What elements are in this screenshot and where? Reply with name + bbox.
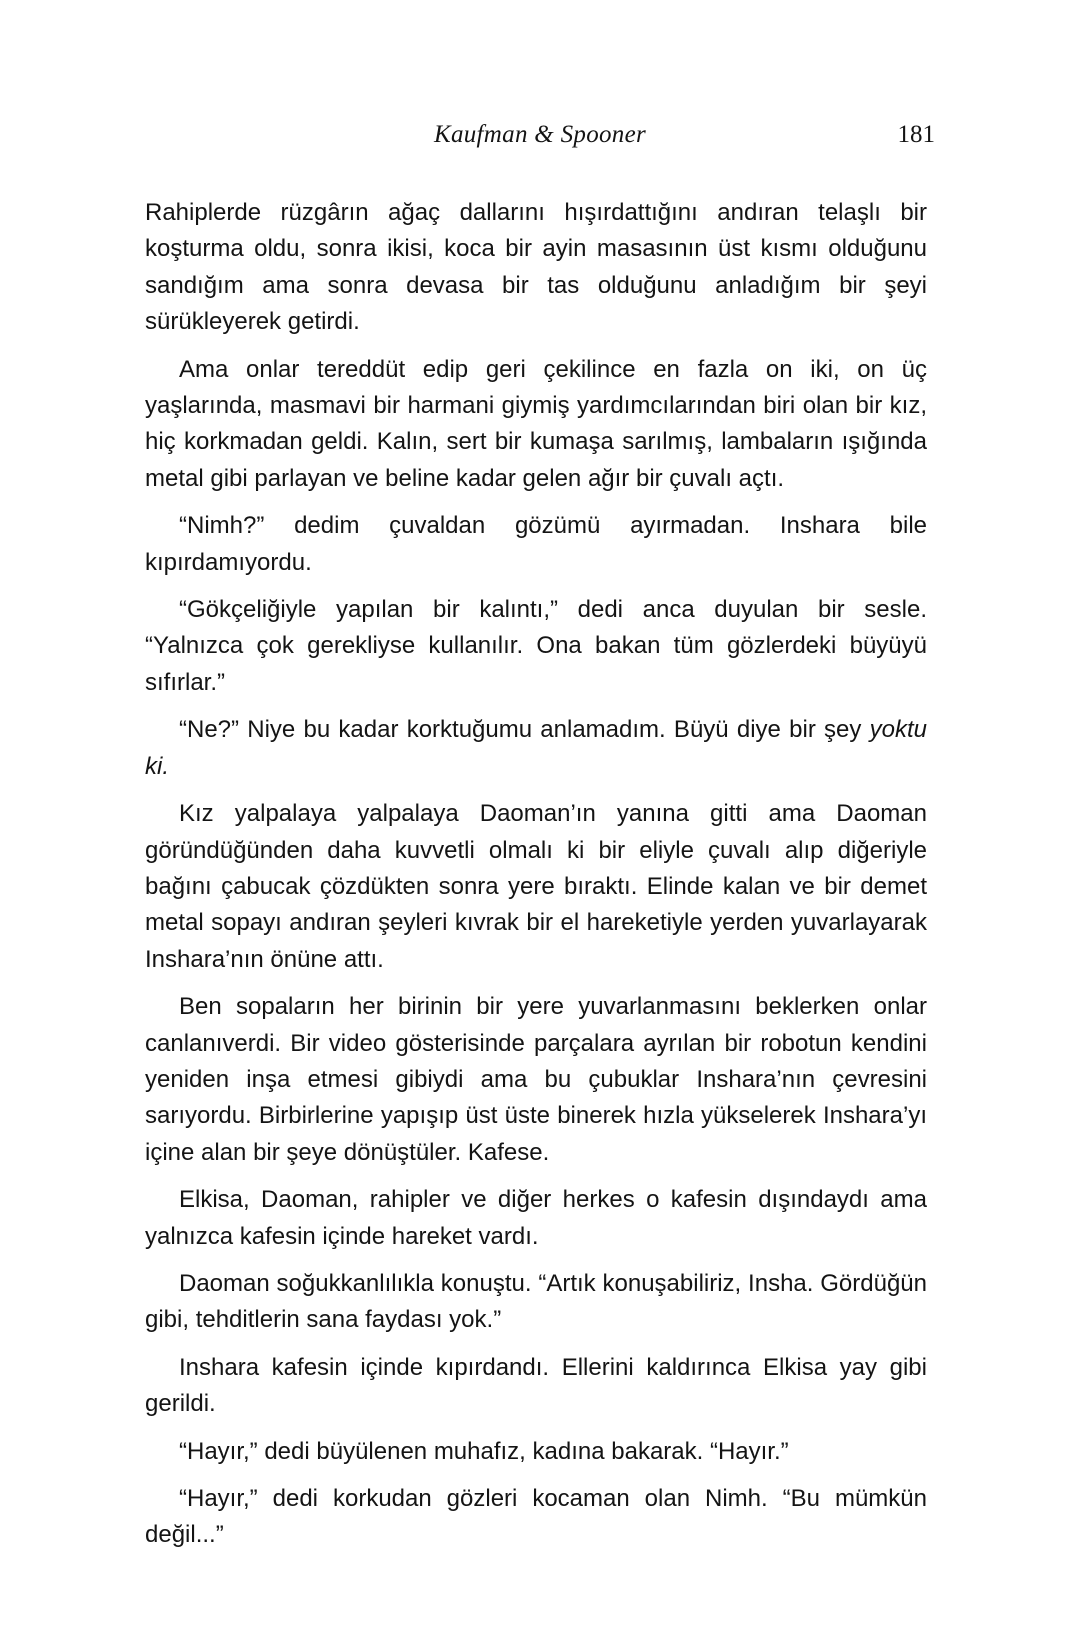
paragraph-text: “Ne?” Niye bu kadar korktuğumu anlamadım. Büyü diye bir şey	[179, 716, 870, 744]
paragraph	[145, 1266, 927, 1339]
paragraph	[145, 1350, 927, 1423]
paragraph	[145, 712, 927, 785]
paragraph-text: “Hayır,” dedi büyülenen muhafız, kadına bakarak. “Hayır.”	[179, 1437, 789, 1465]
running-header	[0, 118, 1080, 158]
paragraph-text: Kız yalpalaya yalpalaya Daoman’ın yanına gitti ama Daoman göründüğünden daha kuvvetli olmalı ki bir eliyle çuvalı alıp diğeriyle bağını çabucak çözdükten sonra yere bıraktı. Elinde kalan ve bir demet metal sopayı andıran şeyleri kıvrak bir el hareketiyle yerden yuvarlayarak Inshara’nın önüne attı.	[145, 800, 927, 973]
running-title: Kaufman & Spooner	[433, 121, 647, 148]
paragraph	[145, 796, 927, 978]
paragraph-text: Inshara kafesin içinde kıpırdandı. Ellerini kaldırınca Elkisa yay gibi gerildi.	[145, 1353, 927, 1418]
emphasized-text: yoktu ki.	[145, 716, 927, 780]
paragraph-text: “Gökçeliğiyle yapılan bir kalıntı,” dedi anca duyulan bir sesle. “Yalnızca çok gerekliyse kullanılır. Ona bakan tüm gözlerdeki büyüyü sıfırlar.”	[145, 596, 927, 696]
page-number: 181	[897, 121, 935, 148]
paragraph-text: “Nimh?” dedim çuvaldan gözümü ayırmadan. Inshara bile kıpırdamıyordu.	[145, 512, 927, 576]
paragraph	[145, 592, 927, 701]
paragraph	[145, 1481, 927, 1554]
paragraph-text: Ama onlar tereddüt edip geri çekilince en fazla on iki, on üç yaşlarında, masmavi bir harmani giymiş yardımcılarından biri olan bir kız, hiç korkmadan geldi. Kalın, sert bir kumaşa sarılmış, lambaların ışığında metal gibi parlayan ve beline kadar gelen ağır bir çuvalı açtı.	[145, 355, 927, 492]
paragraph	[145, 1434, 927, 1470]
paragraph	[145, 195, 927, 341]
paragraph	[145, 508, 927, 581]
paragraph-text: Rahiplerde rüzgârın ağaç dallarını hışırdattığını andıran telaşlı bir koşturma oldu, sonra ikisi, koca bir ayin masasının üst kısmı olduğunu sandığım ama sonra devasa bir tas olduğunu anladığım bir şeyi sürükleyerek getirdi.	[145, 199, 927, 336]
paragraph-text: “Hayır,” dedi korkudan gözleri kocaman olan Nimh. “Bu mümkün değil...”	[145, 1485, 927, 1549]
paragraph	[145, 352, 927, 498]
body-text	[145, 195, 927, 1565]
paragraph	[145, 1182, 927, 1255]
paragraph-text: Elkisa, Daoman, rahipler ve diğer herkes o kafesin dışındaydı ama yalnızca kafesin içinde hareket vardı.	[145, 1186, 927, 1250]
paragraph	[145, 989, 927, 1171]
paragraph-text: Daoman soğukkanlılıkla konuştu. “Artık konuşabiliriz, Insha. Gördüğün gibi, tehditlerin sana faydası yok.”	[145, 1269, 927, 1334]
paragraph-text: Ben sopaların her birinin bir yere yuvarlanmasını beklerken onlar canlanıverdi. Bir video gösterisinde parçalara ayrılan bir robotun kendini yeniden inşa etmesi gibiydi ama bu çubuklar Inshara’nın çevresini sarıyordu. Birbirlerine yapışıp üst üste binerek hızla yükselerek Inshara’yı içine alan bir şeye dönüştüler. Kafese.	[145, 993, 927, 1166]
